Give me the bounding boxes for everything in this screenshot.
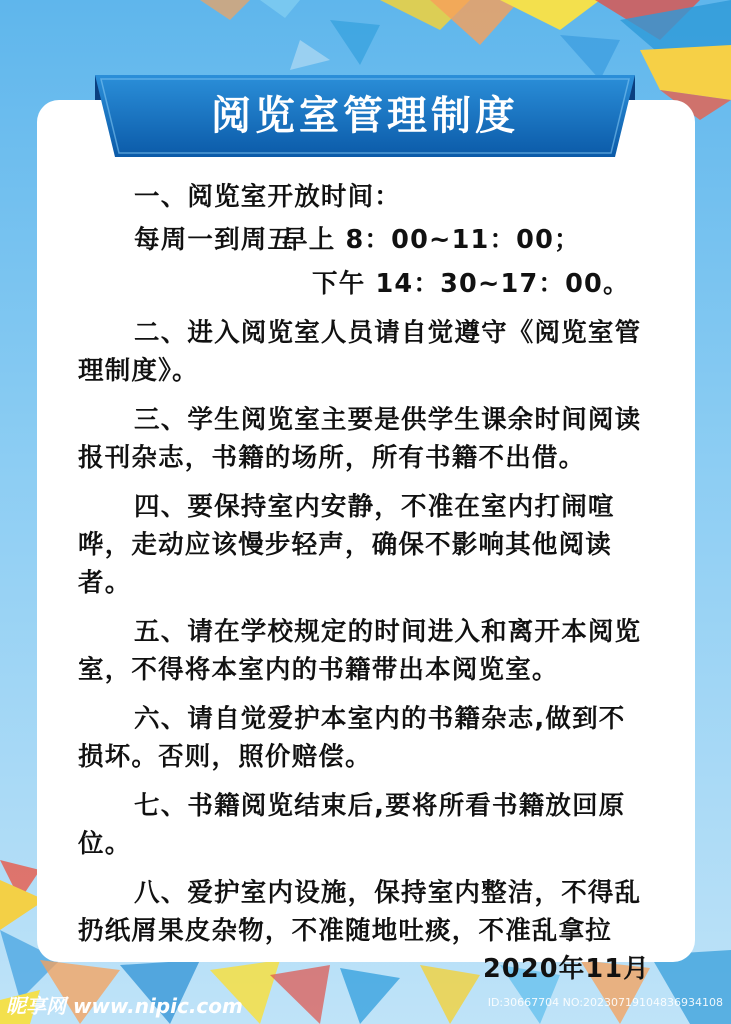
morning-hours: 早上 8：00~11：00； [282,225,581,255]
section-4-line-1: 四、要保持室内安静，不准在室内打闹喧 [134,492,615,522]
section-5-line-1: 五、请在学校规定的时间进入和离开本阅览 [134,617,642,647]
rules-body [78,178,658,988]
section-1-heading: 一、阅览室开放时间： [134,182,402,212]
section-8-line-2: 扔纸屑果皮杂物，不准随地吐痰，不准乱拿拉 [78,916,613,946]
image-id-watermark: ID:30667704 NO:20230719104836934108 [487,996,723,1009]
section-8-line-1: 八、爱护室内设施，保持室内整洁，不得乱 [134,878,642,908]
section-5-line-2: 室，不得将本室内的书籍带出本阅览室。 [78,655,559,685]
section-1-hours-morning [78,221,658,259]
section-6-line-2: 损坏。否则，照价赔偿。 [78,742,372,772]
section-7-line-1: 七、书籍阅览结束后,要将所看书籍放回原 [134,791,626,821]
site-watermark-logo: 昵享网 www.nipic.com [6,994,243,1018]
issue-date: 2020年11月 [482,954,650,984]
section-4-line-2: 哗，走动应该慢步轻声，确保不影响其他阅读 [78,530,613,560]
page-title: 阅览室管理制度 [211,93,519,139]
section-6-line-1: 六、请自觉爱护本室内的书籍杂志,做到不 [134,704,626,734]
section-3-line-1: 三、学生阅览室主要是供学生课余时间阅读 [134,405,642,435]
section-7-line-2: 位。 [78,829,132,859]
section-4-line-3: 者。 [78,568,132,598]
section-2-line-2: 理制度》。 [78,356,199,386]
afternoon-hours: 下午 14：30~17：00。 [312,269,630,299]
weekday-label: 每周一到周五 [134,225,295,255]
section-3-line-2: 报刊杂志，书籍的场所，所有书籍不出借。 [78,443,586,473]
section-2-line-1: 二、进入阅览室人员请自觉遵守《阅览室管 [134,318,642,348]
